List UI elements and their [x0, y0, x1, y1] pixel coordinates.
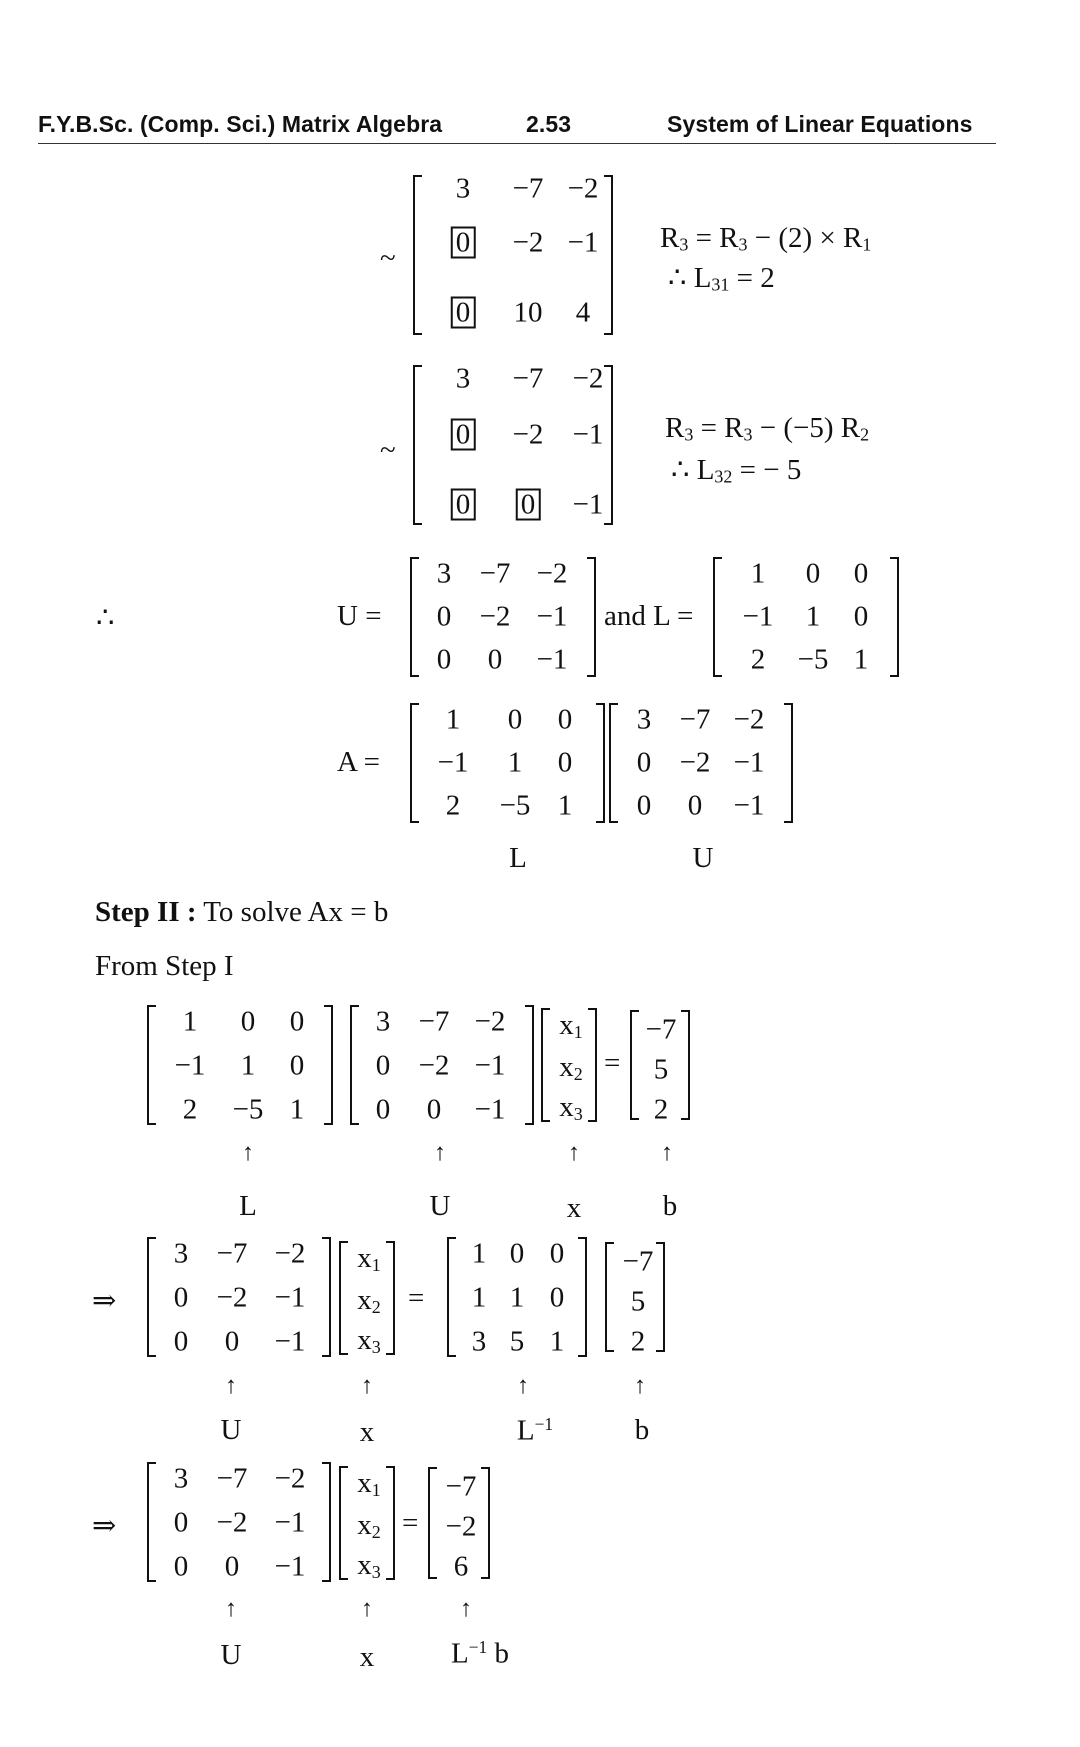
matrix-cell: 0 [509, 1237, 525, 1270]
right-bracket [525, 1005, 534, 1125]
matrix-cell: 3 [455, 362, 471, 395]
eq2-U [147, 1237, 331, 1357]
matrix-cell: 1 [805, 600, 821, 633]
matrix-cell: 2 [182, 1093, 198, 1126]
page-number: 2.53 [526, 111, 572, 137]
label-U-3: U [220, 1639, 242, 1671]
arrow-U-3: ↑ [225, 1596, 237, 1622]
matrix-cell: 0 [436, 600, 452, 633]
arrow-U-2: ↑ [225, 1373, 237, 1399]
row-op-2: $R_3 = R_3 - (-5)$ $R_2$ [665, 412, 870, 445]
matrix-cell: 2 [750, 643, 766, 676]
label-U: U [429, 1190, 451, 1222]
matrix-cell: −7 [418, 1005, 450, 1038]
header-rule [38, 143, 996, 144]
right-bracket [386, 1466, 395, 1580]
left-bracket [630, 1010, 639, 1120]
matrix-cell: 0 [451, 419, 476, 452]
arrow-Linv: ↑ [517, 1373, 529, 1399]
left-bracket [609, 703, 618, 823]
left-bracket [410, 557, 419, 677]
matrix-L [713, 557, 899, 677]
left-bracket [605, 1242, 614, 1352]
matrix-cell: 5 [630, 1285, 646, 1318]
matrix-cell: 0 [687, 789, 703, 822]
matrix-cell: −1 [437, 746, 469, 779]
right-bracket [604, 365, 613, 525]
matrix-cell: 1 [471, 1237, 487, 1270]
left-bracket [339, 1241, 348, 1355]
label-Linvb: $L^{-1}$ b [451, 1637, 509, 1670]
l31-result: ∴ $L_{31} = 2$ [668, 262, 775, 295]
matrix-cell: −2 [536, 557, 568, 590]
right-bracket [324, 1005, 333, 1125]
matrix-cell: 0 [173, 1281, 189, 1314]
label-U-under: U [692, 842, 714, 874]
matrix-step-2 [413, 362, 613, 525]
matrix-cell: $x_3$ [559, 1091, 583, 1124]
matrix-cell: −1 [474, 1049, 506, 1082]
matrix-cell: −7 [622, 1245, 654, 1278]
and-l-label: and L = [604, 600, 694, 632]
matrix-cell: −2 [274, 1462, 306, 1495]
matrix-cell: $x_1$ [357, 1242, 381, 1275]
eq1-L [147, 1005, 333, 1125]
label-Linv: $L^{-1}$ [516, 1414, 554, 1447]
matrix-cell: 0 [289, 1049, 305, 1082]
matrix-cell: 0 [636, 746, 652, 779]
tilde-1: ~ [380, 242, 396, 274]
matrix-cell: 1 [182, 1005, 198, 1038]
matrix-cell: 0 [507, 703, 523, 736]
label-L-under: L [509, 842, 527, 874]
right-bracket [596, 703, 605, 823]
arrow-b-2: ↑ [634, 1373, 646, 1399]
matrix-cell: −5 [232, 1093, 264, 1126]
matrix-cell: 0 [636, 789, 652, 822]
left-bracket [147, 1005, 156, 1125]
label-x: x [566, 1192, 582, 1224]
matrix-step-1 [413, 172, 613, 335]
matrix-cell: 0 [173, 1506, 189, 1539]
matrix-cell: −1 [572, 418, 604, 451]
matrix-cell: 5 [509, 1325, 525, 1358]
matrix-cell: −2 [512, 418, 544, 451]
right-bracket [386, 1241, 395, 1355]
matrix-cell: −2 [567, 172, 599, 205]
matrix-U [410, 557, 596, 677]
left-bracket [339, 1466, 348, 1580]
matrix-cell: −2 [479, 600, 511, 633]
l32-result: ∴ $L_{32}$ = − 5 [671, 454, 802, 487]
matrix-cell: −5 [797, 643, 829, 676]
matrix-cell: −2 [216, 1506, 248, 1539]
label-x-2: x [359, 1416, 375, 1448]
matrix-cell: $x_2$ [357, 1509, 381, 1542]
eq1-x [541, 1008, 597, 1122]
right-bracket [481, 1467, 490, 1579]
eq1-b [630, 1010, 690, 1126]
matrix-cell: −2 [418, 1049, 450, 1082]
a-label: A = [337, 746, 380, 778]
matrix-cell: −1 [572, 488, 604, 521]
matrix-cell: −2 [474, 1005, 506, 1038]
label-b: b [662, 1190, 678, 1222]
left-bracket [541, 1008, 550, 1122]
matrix-cell: −1 [274, 1506, 306, 1539]
matrix-cell: 3 [173, 1462, 189, 1495]
matrix-cell: 0 [436, 643, 452, 676]
step2-title: Step II : To solve Ax = b [95, 896, 389, 928]
matrix-cell: 1 [509, 1281, 525, 1314]
left-bracket [147, 1462, 156, 1582]
matrix-cell: 1 [507, 746, 523, 779]
left-bracket [713, 557, 722, 677]
label-b-2: b [634, 1414, 650, 1446]
matrix-cell: 0 [451, 489, 476, 522]
implies-1: ⇒ [92, 1285, 117, 1317]
arrow-U: ↑ [434, 1140, 446, 1166]
eq2-Linv [447, 1237, 587, 1357]
therefore-symbol: ∴ [96, 602, 115, 634]
arrow-Linvb: ↑ [460, 1596, 472, 1622]
matrix-cell: −1 [174, 1049, 206, 1082]
matrix-cell: 1 [240, 1049, 256, 1082]
matrix-cell: −2 [216, 1281, 248, 1314]
right-bracket [322, 1462, 331, 1582]
matrix-cell: 0 [557, 703, 573, 736]
matrix-cell: 0 [853, 600, 869, 633]
matrix-cell: $x_3$ [357, 1324, 381, 1357]
eq1-equals: = [604, 1047, 621, 1079]
header-left: F.Y.B.Sc. (Comp. Sci.) Matrix Algebra [38, 111, 443, 137]
row-op-1: $R_3 = R_3 - (2) \times R_1$ [660, 222, 872, 255]
arrow-L: ↑ [242, 1140, 254, 1166]
right-bracket [604, 175, 613, 335]
matrix-cell: 3 [436, 557, 452, 590]
left-bracket [410, 703, 419, 823]
matrix-cell: 0 [173, 1550, 189, 1583]
label-L: L [239, 1190, 257, 1222]
matrix-cell: $x_2$ [357, 1284, 381, 1317]
right-bracket [578, 1237, 587, 1357]
matrix-cell: 0 [375, 1049, 391, 1082]
arrow-x-3: ↑ [361, 1596, 373, 1622]
matrix-cell: 10 [513, 296, 543, 329]
matrix-cell: 1 [853, 643, 869, 676]
matrix-cell: 3 [173, 1237, 189, 1270]
left-bracket [413, 175, 422, 335]
matrix-cell: −1 [567, 226, 599, 259]
matrix-cell: 0 [224, 1550, 240, 1583]
matrix-cell: 2 [445, 789, 461, 822]
matrix-cell: −5 [499, 789, 531, 822]
matrix-cell: −1 [274, 1325, 306, 1358]
matrix-cell: $x_1$ [559, 1009, 583, 1042]
matrix-cell: 1 [471, 1281, 487, 1314]
matrix-cell: −7 [512, 362, 544, 395]
matrix-cell: 1 [557, 789, 573, 822]
matrix-cell: 0 [173, 1325, 189, 1358]
matrix-cell: 0 [224, 1325, 240, 1358]
matrix-cell: −1 [474, 1093, 506, 1126]
matrix-cell: −2 [274, 1237, 306, 1270]
eq3-U [147, 1462, 331, 1582]
matrix-cell: 3 [375, 1005, 391, 1038]
matrix-cell: 1 [750, 557, 766, 590]
arrow-x-2: ↑ [361, 1373, 373, 1399]
matrix-cell: −2 [572, 362, 604, 395]
matrix-cell: 1 [289, 1093, 305, 1126]
matrix-cell: 6 [453, 1550, 469, 1583]
matrix-cell: 2 [653, 1093, 669, 1126]
eq3-equals: = [402, 1507, 419, 1539]
right-bracket [681, 1010, 690, 1120]
eq2-b [605, 1242, 665, 1358]
right-bracket [890, 557, 899, 677]
right-bracket [322, 1237, 331, 1357]
matrix-A-L [410, 703, 605, 823]
matrix-cell: −2 [733, 703, 765, 736]
from-step-1: From Step I [95, 950, 234, 982]
right-bracket [784, 703, 793, 823]
matrix-cell: 0 [426, 1093, 442, 1126]
matrix-cell: 0 [487, 643, 503, 676]
matrix-cell: 0 [516, 489, 541, 522]
eq3-Linvb [428, 1467, 490, 1583]
left-bracket [413, 365, 422, 525]
matrix-cell: −2 [512, 226, 544, 259]
matrix-cell: 0 [805, 557, 821, 590]
matrix-A-U [609, 703, 793, 823]
matrix-cell: −7 [216, 1237, 248, 1270]
left-bracket [350, 1005, 359, 1125]
matrix-cell: −2 [679, 746, 711, 779]
matrix-cell: 0 [451, 227, 476, 260]
matrix-cell: 0 [375, 1093, 391, 1126]
matrix-cell: −1 [733, 789, 765, 822]
matrix-cell: −1 [536, 600, 568, 633]
right-bracket [587, 557, 596, 677]
matrix-cell: 2 [630, 1325, 646, 1358]
arrow-x: ↑ [568, 1140, 580, 1166]
right-bracket [588, 1008, 597, 1122]
matrix-cell: −2 [445, 1510, 477, 1543]
matrix-cell: 4 [575, 296, 591, 329]
u-label: U = [337, 600, 382, 632]
header-right: System of Linear Equations [667, 111, 973, 137]
matrix-cell: −1 [733, 746, 765, 779]
matrix-cell: 3 [455, 172, 471, 205]
matrix-cell: −7 [679, 703, 711, 736]
matrix-cell: $x_1$ [357, 1467, 381, 1500]
left-bracket [447, 1237, 456, 1357]
eq2-equals: = [408, 1282, 425, 1314]
matrix-cell: 1 [445, 703, 461, 736]
matrix-cell: −7 [445, 1470, 477, 1503]
matrix-cell: −7 [479, 557, 511, 590]
matrix-cell: 0 [240, 1005, 256, 1038]
matrix-cell: −7 [216, 1462, 248, 1495]
right-bracket [656, 1242, 665, 1352]
matrix-cell: −7 [645, 1013, 677, 1046]
matrix-cell: 3 [471, 1325, 487, 1358]
eq2-x [339, 1241, 395, 1355]
matrix-cell: 5 [653, 1053, 669, 1086]
matrix-cell: −1 [742, 600, 774, 633]
matrix-cell: −1 [274, 1550, 306, 1583]
label-U-2: U [220, 1414, 242, 1446]
left-bracket [147, 1237, 156, 1357]
arrow-b: ↑ [661, 1140, 673, 1166]
matrix-cell: $x_3$ [357, 1549, 381, 1582]
matrix-cell: 1 [549, 1325, 565, 1358]
matrix-cell: 0 [853, 557, 869, 590]
matrix-cell: −1 [274, 1281, 306, 1314]
matrix-cell: 0 [549, 1237, 565, 1270]
tilde-2: ~ [380, 434, 396, 466]
matrix-cell: −7 [512, 172, 544, 205]
matrix-cell: 0 [451, 297, 476, 330]
matrix-cell: −1 [536, 643, 568, 676]
matrix-cell: 0 [549, 1281, 565, 1314]
matrix-cell: 3 [636, 703, 652, 736]
eq1-U [350, 1005, 534, 1125]
matrix-cell: 0 [557, 746, 573, 779]
eq3-x [339, 1466, 395, 1580]
left-bracket [428, 1467, 437, 1579]
implies-2: ⇒ [92, 1510, 117, 1542]
matrix-cell: $x_2$ [559, 1051, 583, 1084]
matrix-cell: 0 [289, 1005, 305, 1038]
label-x-3: x [359, 1641, 375, 1673]
